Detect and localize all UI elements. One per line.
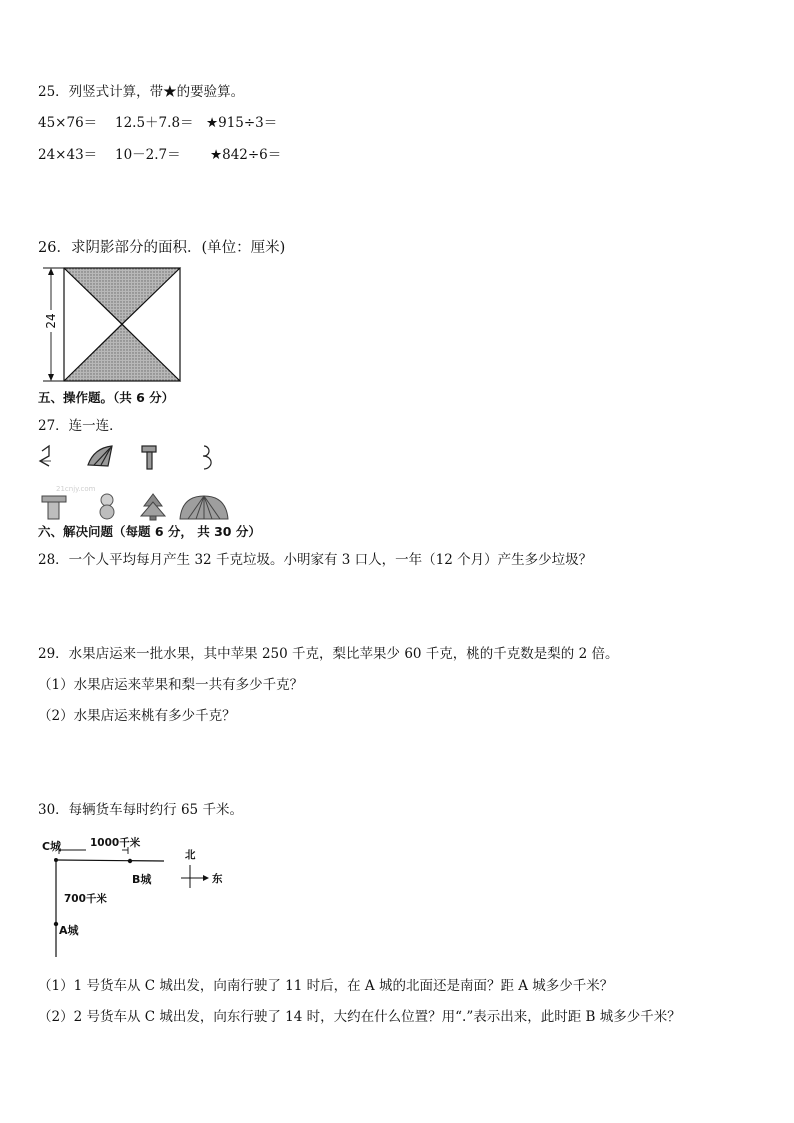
road-east xyxy=(57,860,164,861)
q29-part1: （1）水果店运来苹果和梨一共有多少千克？ xyxy=(38,677,304,693)
city-b-label: B城 xyxy=(132,873,152,886)
city-a-label: A城 xyxy=(59,924,79,937)
city-b-point xyxy=(128,859,132,863)
q30-text: 30．每辆货车每时约行 65 千米。 xyxy=(38,802,243,818)
q25-expr-3: ★915÷3＝ xyxy=(206,115,278,131)
shaded-area-figure xyxy=(30,262,190,392)
q25-expr-2: 12.5＋7.8＝ xyxy=(115,115,194,131)
dimension-label: 24 xyxy=(44,313,58,329)
side-view-triangle-stack-icon xyxy=(40,446,51,466)
city-a-point xyxy=(54,922,58,926)
q27-title: 27．连一连． xyxy=(38,418,123,434)
q25-expr-6: ★842÷6＝ xyxy=(210,147,282,163)
city-c-label: C城 xyxy=(42,840,62,853)
distance-cb-label: 1000千米 xyxy=(90,837,141,849)
q30-part2: （2）2 号货车从 C 城出发，向东行驶了 14 时，大约在什么位置？用“.”表示出来，此时距 B 城多少千米？ xyxy=(38,1009,681,1025)
q29-part2: （2）水果店运来桃有多少千克？ xyxy=(38,708,236,724)
section-6-heading: 六、解决问题（每题 6 分， 共 30 分） xyxy=(38,524,261,539)
q30-part1: （1）1 号货车从 C 城出发，向南行驶了 11 时后，在 A 城的北面还是南面？距 A 城多少千米？ xyxy=(38,978,614,994)
umbrella-object-icon xyxy=(180,496,228,519)
side-view-snowman-icon xyxy=(203,446,211,469)
snowman-object-icon xyxy=(100,494,114,519)
side-view-mushroom-icon xyxy=(142,446,156,469)
compass-icon xyxy=(181,849,223,888)
watermark: 21cnjy.com xyxy=(56,485,96,493)
q26-title: 26．求阴影部分的面积．(单位：厘米) xyxy=(38,240,286,256)
shaded-triangle-bottom xyxy=(64,324,180,381)
q28-text: 28．一个人平均每月产生 32 千克垃圾。小明家有 3 口人，一年（12 个月）产生多少垃圾？ xyxy=(38,552,593,568)
q25-expr-5: 10－2.7＝ xyxy=(115,147,181,163)
svg-text:东: 东 xyxy=(212,873,223,885)
triangle-stack-object-icon xyxy=(141,494,165,520)
section-5-heading: 五、操作题。（共 6 分） xyxy=(38,390,175,405)
q25-expr-1: 45×76＝ xyxy=(38,115,98,131)
q25-expr-4: 24×43＝ xyxy=(38,147,98,163)
q25-title: 25．列竖式计算，带★的要验算。 xyxy=(38,84,245,100)
distance-ca-label: 700千米 xyxy=(64,893,107,905)
route-map xyxy=(40,832,240,962)
side-view-umbrella-icon xyxy=(88,446,112,466)
shaded-triangle-top xyxy=(64,268,180,324)
svg-text:北: 北 xyxy=(185,849,196,861)
mushroom-object-icon xyxy=(42,496,66,519)
q29-text: 29．水果店运来一批水果，其中苹果 250 千克，梨比苹果少 60 千克，桃的千克数是梨的 2 倍。 xyxy=(38,646,619,662)
